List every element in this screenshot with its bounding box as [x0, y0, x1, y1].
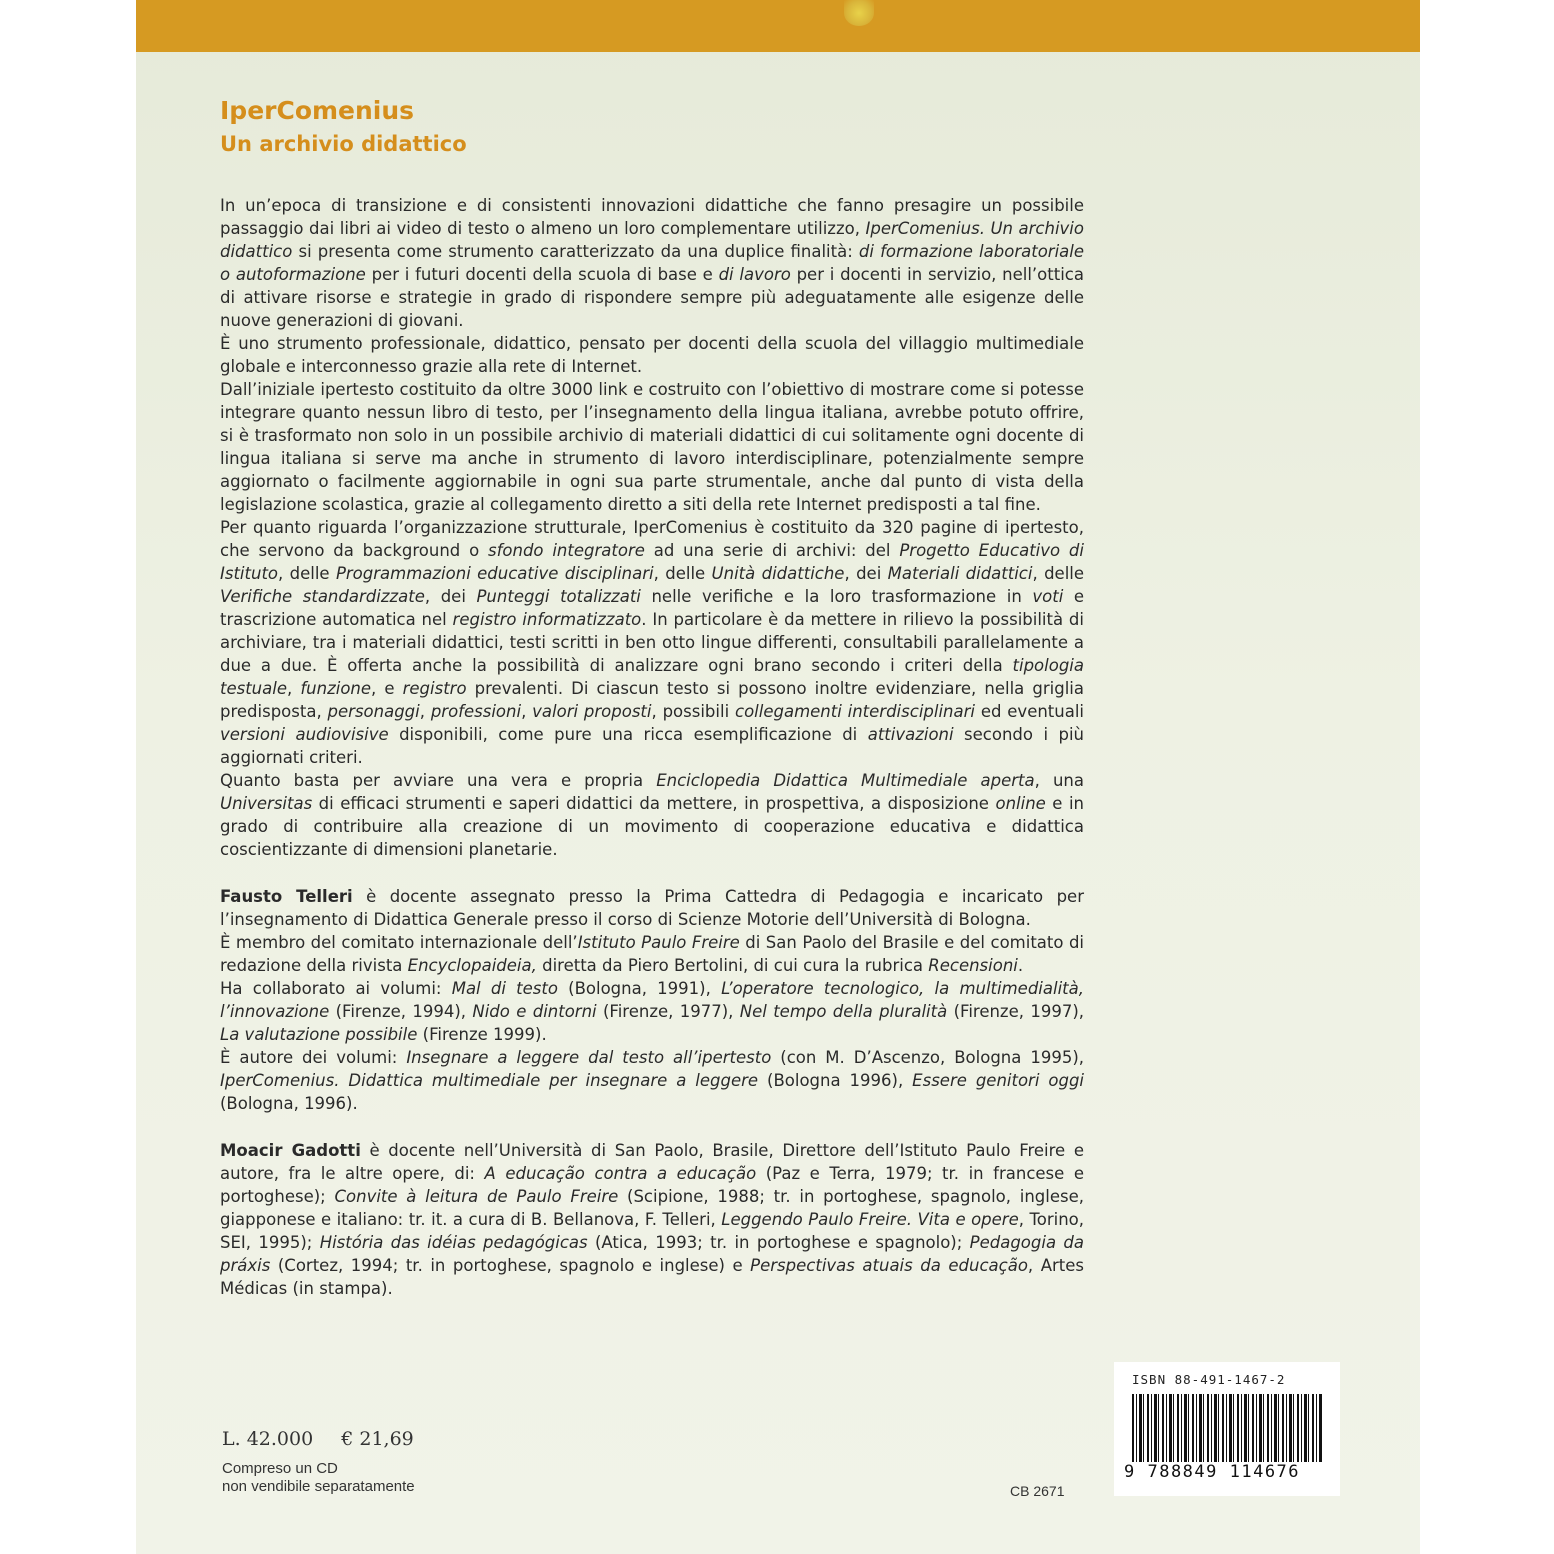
text-run: ad una serie di archivi: del: [644, 541, 900, 560]
text-run: , delle: [1032, 564, 1085, 583]
italic-text: Encyclopaideia,: [407, 956, 537, 975]
italic-text: versioni audiovisive: [220, 725, 389, 744]
italic-text: di lavoro: [718, 265, 791, 284]
italic-text: Pedagogia da práxis: [220, 1233, 1084, 1275]
text-run: si presenta come strumento caratterizzato da una duplice finalità:: [292, 242, 859, 261]
italic-text: Insegnare a leggere dal testo all’ipertesto: [406, 1048, 772, 1067]
italic-text: Convite à leitura de Paulo Freire: [334, 1187, 619, 1206]
book-subtitle: Un archivio didattico: [220, 132, 467, 156]
paragraph: [220, 885, 1084, 931]
description-text: [220, 194, 1084, 1300]
text-run: , delle: [278, 564, 336, 583]
text-run: (Firenze, 1997),: [947, 1002, 1085, 1021]
italic-text: sfondo integratore: [488, 541, 645, 560]
italic-text: tipologia testuale: [220, 656, 1084, 698]
text-run: e in grado di contribuire alla creazione di un movimento di cooperazione educativa e didattica coscientizzante di dimensioni planetarie.: [220, 794, 1085, 859]
ean-number: 9 788849 114676: [1124, 1462, 1334, 1482]
italic-text: online: [995, 794, 1046, 813]
isbn-text: ISBN 88-491-1467-2: [1132, 1372, 1286, 1387]
italic-text: attivazioni: [867, 725, 954, 744]
text-run: secondo i più aggiornati criteri.: [220, 725, 1084, 767]
text-run: ed eventuali: [974, 702, 1085, 721]
italic-text: La valutazione possibile: [220, 1025, 418, 1044]
text-run: . In particolare è da mettere in rilievo la possibilità di archiviare, tra i materiali didattici, testi scritti in ben otto lingue differenti, consultabili parallelamente a due a due. È offerta anche la possibilità di analizzare ogni brano secondo i criteri della: [220, 610, 1084, 675]
text-run: , Artes Médicas (in stampa).: [220, 1256, 1084, 1298]
italic-text: IperComenius. Didattica multimediale per insegnare a leggere: [220, 1071, 759, 1090]
book-back-cover: [136, 0, 1420, 1554]
text-run: e trascrizione automatica nel: [220, 587, 1085, 629]
paragraph: [220, 1046, 1084, 1115]
italic-text: Materiali didattici: [887, 564, 1033, 583]
text-run: Ha collaborato ai volumi:: [220, 979, 452, 998]
text-run: (Atica, 1993; tr. in portoghese e spagnolo);: [587, 1233, 970, 1252]
paragraph-gap: [220, 1115, 1084, 1139]
text-run: Dall’iniziale ipertesto costituito da oltre 3000 link e costruito con l’obiettivo di mostrare come si potesse integrare quanto nessun libro di testo, per l’insegnamento della lingua italiana, avrebbe potuto offrire, si è trasformato non solo in un possibile archivio di materiali didattici di cui solitamente ogni docente di lingua italiana si serve ma anche in strumento di lavoro interdisciplinare, potenzialmente sempre aggiornato o facilmente aggiornabile in ogni sua parte strumentale, anche dal punto di vista della legislazione scolastica, grazie al collegamento diretto a siti della rete Internet predisposti a tal fine.: [220, 380, 1084, 514]
paragraph: [220, 977, 1084, 1046]
text-run: (Firenze, 1977),: [596, 1002, 740, 1021]
text-run: è docente assegnato presso la Prima Cattedra di Pedagogia e incaricato per l’insegnamento di Didattica Generale presso il corso di Scienze Motorie dell’Università di Bologna.: [220, 887, 1084, 929]
text-run: In un’epoca di transizione e di consistenti innovazioni didattiche che fanno presagire un possibile passaggio dai libri ai video di testo o almeno un loro complementare utilizzo,: [220, 196, 1084, 238]
text-run: , Torino, SEI, 1995);: [220, 1210, 1084, 1252]
text-run: disponibili, come pure una ricca esemplificazione di: [388, 725, 868, 744]
text-run: (Firenze, 1994),: [329, 1002, 473, 1021]
cd-note-line2: non vendibile separatamente: [222, 1478, 415, 1495]
paragraph: [220, 1139, 1084, 1300]
cd-note: [222, 1460, 415, 1496]
italic-text: funzione: [300, 679, 372, 698]
text-run: , una: [1034, 771, 1084, 790]
price-euro: € 21,69: [341, 1428, 414, 1450]
text-run: , possibili: [651, 702, 735, 721]
italic-text: Progetto Educativo di Istituto: [220, 541, 1084, 583]
price-lire: L. 42.000: [222, 1428, 314, 1450]
text-run: È autore dei volumi:: [220, 1048, 407, 1067]
text-run: È uno strumento professionale, didattico, pensato per docenti della scuola del villaggio multimediale globale e interconnesso grazie alla rete di Internet.: [220, 334, 1084, 376]
italic-text: Verifiche standardizzate: [220, 587, 425, 606]
italic-text: História das idéias pedagógicas: [319, 1233, 588, 1252]
text-run: È membro del comitato internazionale dell’: [220, 933, 578, 952]
italic-text: Istituto Paulo Freire: [577, 933, 740, 952]
text-run: (Paz e Terra, 1979; tr. in francese e portoghese);: [220, 1164, 1084, 1206]
title-block: [220, 94, 467, 160]
text-run: ,: [419, 702, 431, 721]
text-run: , dei: [844, 564, 888, 583]
text-run: , delle: [653, 564, 712, 583]
paragraph: [220, 769, 1084, 861]
top-color-band: [136, 0, 1420, 52]
text-run: ,: [287, 679, 301, 698]
paragraph: [220, 194, 1084, 332]
italic-text: voti: [1032, 587, 1064, 606]
italic-text: Punteggi totalizzati: [476, 587, 641, 606]
italic-text: Leggendo Paulo Freire. Vita e opere: [721, 1210, 1019, 1229]
text-run: (Bologna, 1991),: [557, 979, 722, 998]
paragraph: [220, 516, 1084, 769]
text-run: (Scipione, 1988; tr. in portoghese, spagnolo, inglese, giapponese e italiano: tr. it. a cura di B. Bellanova, F. Telleri,: [220, 1187, 1084, 1229]
text-run: Quanto basta per avviare una vera e propria: [220, 771, 657, 790]
text-run: (Firenze 1999).: [417, 1025, 547, 1044]
text-run: è docente nell’Università di San Paolo, Brasile, Direttore dell’Istituto Paulo Freire e autore, fra le altre opere, di:: [220, 1141, 1084, 1183]
text-run: di efficaci strumenti e saperi didattici da mettere, in prospettiva, a disposizione: [312, 794, 996, 813]
italic-text: A educação contra a educação: [484, 1164, 757, 1183]
barcode-label: [1114, 1362, 1340, 1496]
text-run: per i futuri docenti della scuola di base e: [365, 265, 719, 284]
barcode-bars: [1132, 1394, 1322, 1466]
italic-text: L’operatore tecnologico, la multimedialità, l’innovazione: [220, 979, 1084, 1021]
italic-text: Nido e dintorni: [472, 1002, 597, 1021]
text-run: diretta da Piero Bertolini, di cui cura la rubrica: [536, 956, 929, 975]
italic-text: IperComenius. Un archivio didattico: [220, 219, 1084, 261]
book-title: IperComenius: [220, 96, 415, 125]
text-run: Per quanto riguarda l’organizzazione strutturale, IperComenius è costituito da 320 pagine di ipertesto, che servono da background o: [220, 518, 1084, 560]
paragraph: [220, 378, 1084, 516]
paragraph-gap: [220, 861, 1084, 885]
italic-text: di formazione laboratoriale o autoformazione: [220, 242, 1084, 284]
text-run: (con M. D’Ascenzo, Bologna 1995),: [771, 1048, 1084, 1067]
italic-text: Essere genitori oggi: [912, 1071, 1084, 1090]
text-run: (Bologna 1996),: [758, 1071, 913, 1090]
italic-text: personaggi: [327, 702, 420, 721]
text-run: nelle verifiche e la loro trasformazione in: [640, 587, 1033, 606]
italic-text: Unità didattiche: [711, 564, 845, 583]
text-run: (Cortez, 1994; tr. in portoghese, spagnolo e inglese) e: [270, 1256, 751, 1275]
italic-text: Nel tempo della pluralità: [739, 1002, 948, 1021]
text-run: prevalenti. Di ciascun testo si possono inoltre evidenziare, nella griglia predisposta,: [220, 679, 1084, 721]
text-run: , e: [371, 679, 403, 698]
catalog-code: CB 2671: [1010, 1483, 1065, 1499]
italic-text: Perspectivas atuais da educação: [750, 1256, 1028, 1275]
italic-text: Enciclopedia Didattica Multimediale aperta: [656, 771, 1035, 790]
decorative-dot: [844, 0, 874, 26]
italic-text: Programmazioni educative disciplinari: [335, 564, 654, 583]
text-run: ,: [521, 702, 533, 721]
italic-text: registro informatizzato: [452, 610, 642, 629]
author-name: Fausto Telleri: [220, 887, 353, 906]
italic-text: Recensioni: [928, 956, 1018, 975]
italic-text: registro: [402, 679, 467, 698]
author-name: Moacir Gadotti: [220, 1141, 361, 1160]
price: [222, 1428, 436, 1450]
text-run: di San Paolo del Brasile e del comitato di redazione della rivista: [220, 933, 1084, 975]
italic-text: Mal di testo: [451, 979, 558, 998]
italic-text: valori proposti: [532, 702, 652, 721]
italic-text: Universitas: [220, 794, 313, 813]
italic-text: professioni: [430, 702, 522, 721]
italic-text: collegamenti interdisciplinari: [735, 702, 975, 721]
cd-note-line1: Compreso un CD: [222, 1460, 338, 1477]
text-run: per i docenti in servizio, nell’ottica di attivare risorse e strategie in grado di rispondere sempre più adeguatamente alle esigenze delle nuove generazioni di giovani.: [220, 265, 1084, 330]
text-run: , dei: [424, 587, 477, 606]
text-run: (Bologna, 1996).: [220, 1094, 358, 1113]
paragraph: [220, 332, 1084, 378]
paragraph: [220, 931, 1084, 977]
text-run: .: [1017, 956, 1024, 975]
